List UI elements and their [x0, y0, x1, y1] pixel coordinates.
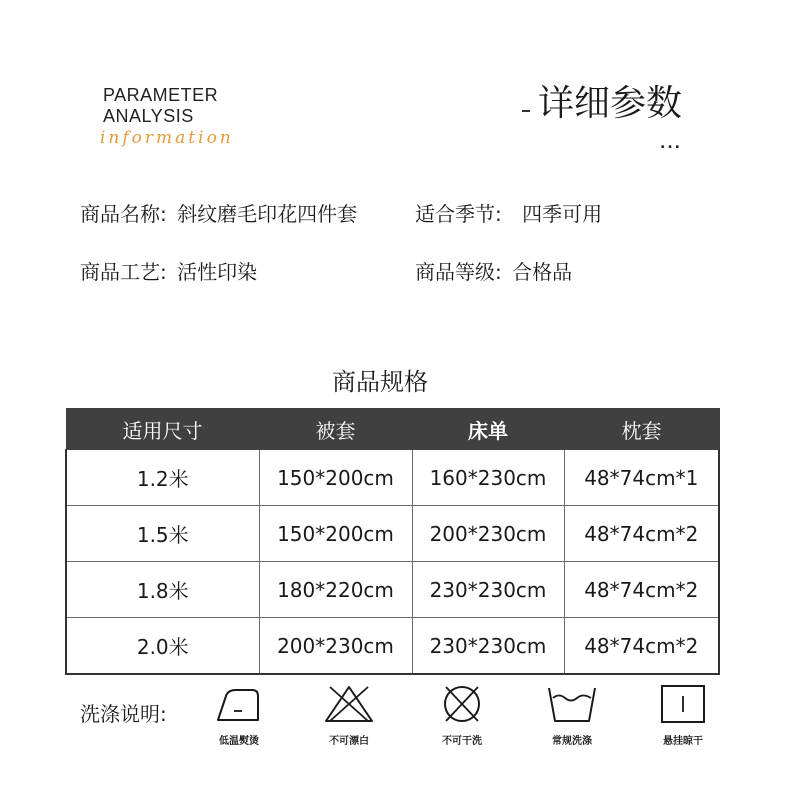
- script-subtitle: information: [100, 128, 234, 148]
- craft-value: 活性印染: [177, 260, 258, 284]
- spec-header-row: [66, 409, 719, 450]
- table-row: [66, 450, 719, 506]
- care-item-no-bleach: [304, 684, 394, 747]
- table-cell: 48*74cm*2: [564, 618, 719, 675]
- no-bleach-icon: [322, 684, 376, 724]
- header-bed-sheet: 床单: [412, 409, 564, 450]
- grade-label: 商品等级:: [415, 260, 502, 284]
- grade-value: 合格品: [512, 260, 573, 284]
- care-item-no-dry-clean: [417, 684, 507, 747]
- table-cell: 48*74cm*1: [564, 450, 719, 506]
- table-cell: 1.5米: [66, 506, 259, 562]
- table-cell: 150*200cm: [259, 450, 412, 506]
- season-row: [415, 204, 602, 224]
- care-name-no-dry-clean: 不可干洗: [442, 736, 482, 747]
- season-label: 适合季节:: [415, 202, 502, 226]
- table-cell: 2.0米: [66, 618, 259, 675]
- title-dots: ...: [660, 136, 682, 152]
- table-cell: 150*200cm: [259, 506, 412, 562]
- table-cell: 180*220cm: [259, 562, 412, 618]
- table-cell: 200*230cm: [259, 618, 412, 675]
- product-name-value: 斜纹磨毛印花四件套: [177, 202, 358, 226]
- table-row: [66, 506, 719, 562]
- table-row: [66, 618, 719, 675]
- english-title-line1: PARAMETER: [103, 85, 219, 105]
- header-pillowcase: 枕套: [564, 409, 719, 450]
- care-item-low-temp-iron: [194, 684, 284, 747]
- care-name-hang-dry: 悬挂晾干: [663, 736, 703, 747]
- table-cell: 160*230cm: [412, 450, 564, 506]
- craft-label: 商品工艺:: [80, 260, 167, 284]
- title-dash: [522, 110, 530, 112]
- grade-row: [415, 262, 572, 282]
- table-cell: 230*230cm: [412, 562, 564, 618]
- english-title-line2: ANALYSIS: [103, 106, 194, 126]
- spec-title: 商品规格: [332, 368, 428, 396]
- care-item-normal-wash: [527, 684, 617, 747]
- hang-dry-icon: [656, 684, 710, 724]
- care-name-normal-wash: 常规洗涤: [552, 736, 592, 747]
- page-title: 详细参数: [538, 83, 683, 124]
- care-label: 洗涤说明:: [80, 702, 167, 726]
- craft-row: [80, 262, 257, 282]
- product-name-label: 商品名称:: [80, 202, 167, 226]
- table-cell: 1.8米: [66, 562, 259, 618]
- header-duvet-cover: 被套: [259, 409, 412, 450]
- header-size: 适用尺寸: [66, 409, 259, 450]
- table-cell: 200*230cm: [412, 506, 564, 562]
- spec-table: [65, 408, 720, 675]
- care-name-no-bleach: 不可漂白: [329, 736, 369, 747]
- table-row: [66, 562, 719, 618]
- care-name-low-temp-iron: 低温熨烫: [219, 736, 259, 747]
- table-cell: 48*74cm*2: [564, 506, 719, 562]
- table-cell: 48*74cm*2: [564, 562, 719, 618]
- product-name-row: [80, 204, 357, 224]
- no-dry-clean-icon: [435, 684, 489, 724]
- low-temp-iron-icon: [212, 684, 266, 724]
- season-value: 四季可用: [522, 202, 603, 226]
- care-item-hang-dry: [638, 684, 728, 747]
- table-cell: 230*230cm: [412, 618, 564, 675]
- normal-wash-icon: [545, 684, 599, 724]
- table-cell: 1.2米: [66, 450, 259, 506]
